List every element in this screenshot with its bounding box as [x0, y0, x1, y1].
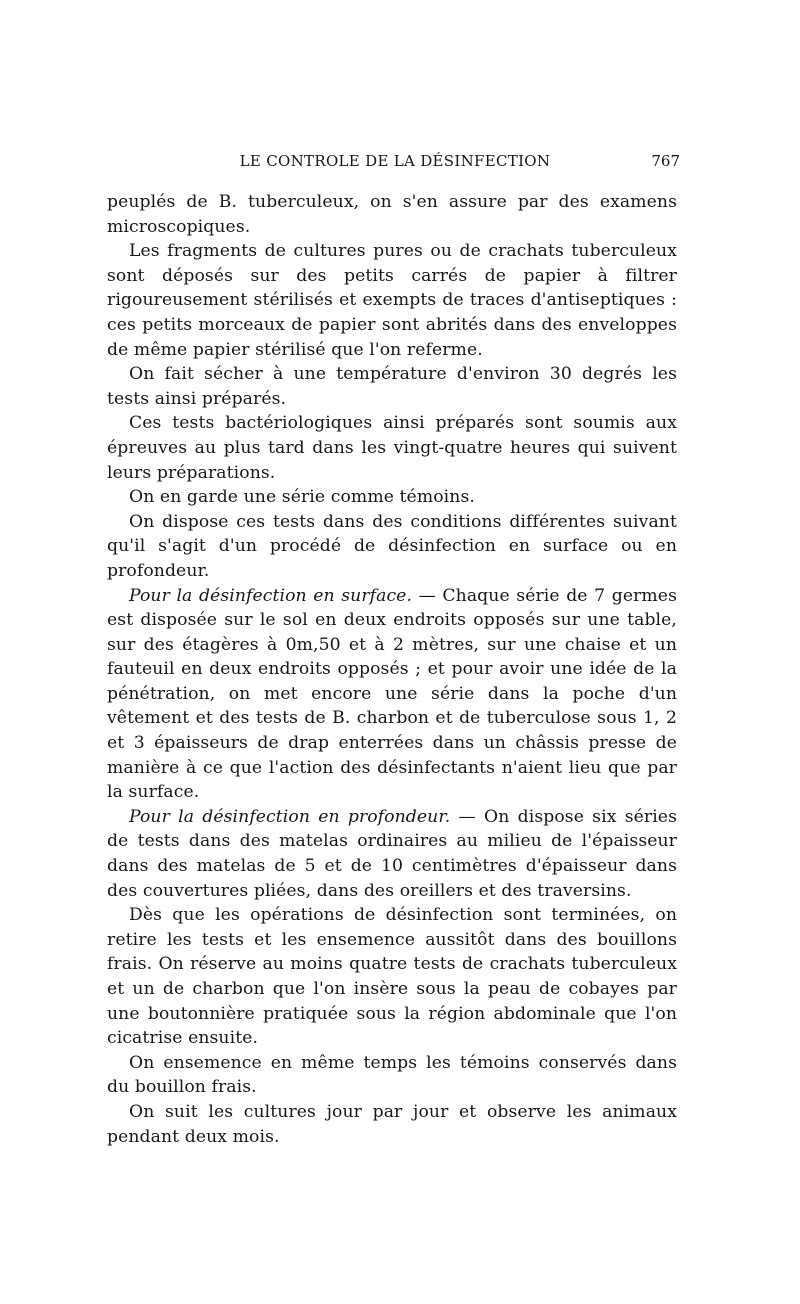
paragraph-2: Les fragments de cultures pures ou de crachats tuberculeux sont déposés sur des petits carrés de papier à filtrer rigoureusement stérilisés et exempts de traces d'antiseptiques : ces petits morceaux de papier sont abrités dans des enveloppes de même papier stérilisé que l'on referme. [107, 241, 677, 360]
section-lead-surface: Pour la désinfection en surface. [129, 585, 413, 606]
paragraph-8 [107, 805, 677, 903]
section-lead-depth: Pour la désinfection en profondeur. [129, 806, 451, 827]
paragraph-4: Ces tests bactériologiques ainsi préparés sont soumis aux épreuves au plus tard dans les vingt-quatre heures qui suivent leurs préparations. [107, 413, 677, 483]
paragraph-6: On dispose ces tests dans des conditions différentes suivant qu'il s'agit d'un procédé de désinfection en surface ou en profondeur. [107, 511, 677, 581]
paragraph-8-text: — On dispose six séries de tests dans des matelas ordinaires au milieu de l'épaisseur dans des matelas de 5 et de 10 centimètres d'épaisseur dans des couvertures pliées, dans des oreillers et des traversins. [107, 806, 677, 901]
paragraph-1: peuplés de B. tuberculeux, on s'en assure par des examens microscopiques. [107, 192, 677, 237]
body-text [107, 190, 677, 1149]
paragraph-7-text: — Chaque série de 7 germes est disposée sur le sol en deux endroits opposés sur une table, sur des étagères à 0m,50 et à 2 mètres, sur une chaise et un fauteuil en deux endroits opposés ; et pour avoir une idée de la pénétration, on met encore une série dans la poche d'un vêtement et des tests de B. charbon et de tuberculose sous 1, 2 et 3 épaisseurs de drap enterrées dans un châssis presse de manière à ce que l'action des désinfectants n'aient lieu que par la surface. [107, 585, 677, 803]
paragraph-10: On ensemence en même temps les témoins conservés dans du bouillon frais. [107, 1052, 677, 1098]
running-header [100, 152, 680, 176]
paragraph-5: On en garde une série comme témoins. [129, 487, 475, 508]
running-title: LE CONTROLE DE LA DÉSINFECTION [239, 152, 551, 170]
paragraph-11: On suit les cultures jour par jour et observe les animaux pendant deux mois. [107, 1101, 677, 1147]
paragraph-3: On fait sécher à une température d'environ 30 degrés les tests ainsi préparés. [107, 364, 677, 409]
paragraph-7 [107, 584, 677, 805]
paragraph-9: Dès que les opérations de désinfection sont terminées, on retire les tests et les ensemence aussitôt dans des bouillons frais. On réserve au moins quatre tests de crachats tuberculeux et un de charbon que l'on insère sous la peau de cobayes par une boutonnière pratiquée sous la région abdominale que l'on cicatrise ensuite. [107, 905, 677, 1049]
page-number: 767 [651, 152, 680, 170]
